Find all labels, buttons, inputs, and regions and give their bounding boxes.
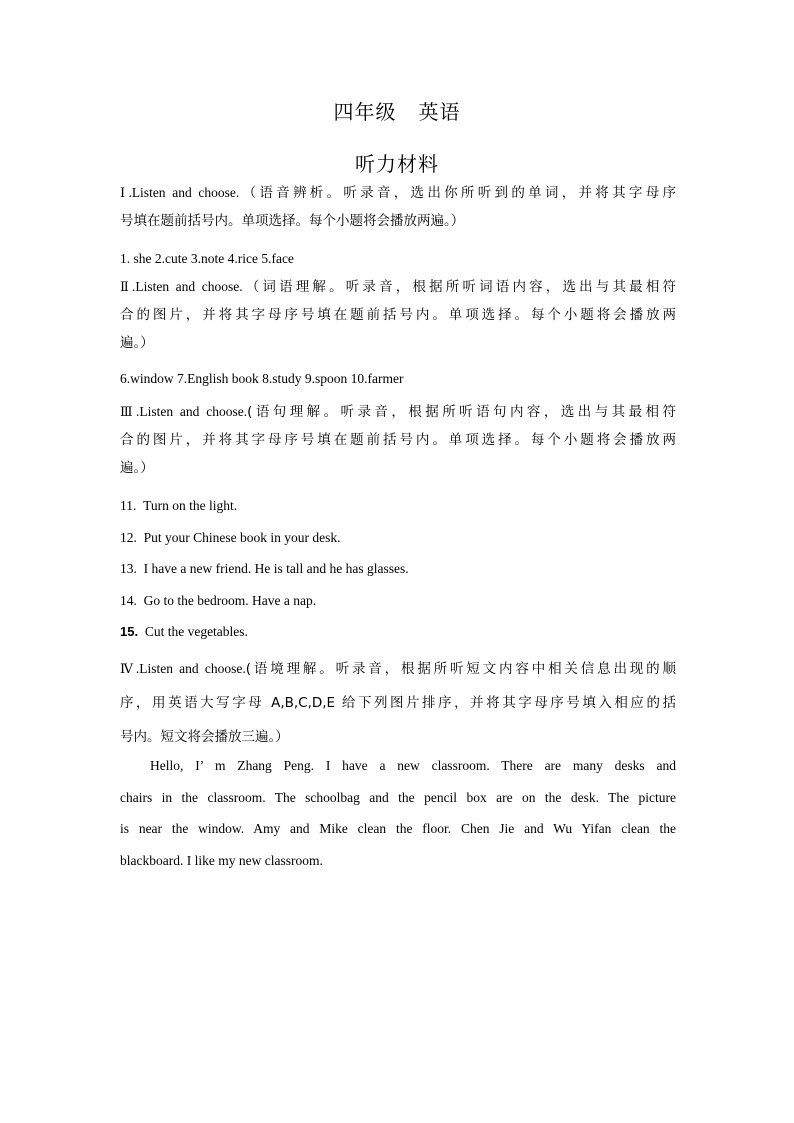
- section-4: [120, 652, 676, 754]
- section-4-instruction-line-2: 序，用英语大写字母 A,B,C,D,E 给下列图片排序，并将其字母序号填入相应的括: [120, 695, 676, 711]
- section-2-instruction-line-3: 遍。）: [120, 335, 154, 351]
- passage-line: is near the window. Amy and Mike clean the floor. Chen Jie and Wu Yifan clean the: [120, 821, 676, 836]
- section-3-instruction-line-2: 合的图片，并将其字母序号填在题前括号内。单项选择。每个小题将会播放两: [120, 432, 676, 448]
- sentence-number: 14.: [120, 592, 137, 608]
- section-4-instruction-line-1: (语境理解。听录音，根据所听短文内容中相关信息出现的顺: [245, 661, 676, 677]
- section-1-numeral: Ⅰ: [120, 186, 129, 201]
- section-2: [120, 273, 676, 393]
- section-3-heading: [120, 398, 676, 426]
- subject-label: 英语: [418, 100, 461, 124]
- section-2-instruction-line-1: （词语理解。听录音，根据所听词语内容，选出与其最相符: [242, 279, 676, 295]
- section-1-items: 1. she 2.cute 3.note 4.rice 5.face: [120, 251, 294, 266]
- sentence-text: Put your Chinese book in your desk.: [143, 529, 341, 545]
- section-3-sentences: [120, 490, 409, 648]
- section-2-items: 6.window 7.English book 8.study 9.spoon 10.farmer: [120, 371, 404, 386]
- page-title: [0, 96, 794, 125]
- section-1-instruction-line-1: （语音辨析。听录音，选出你所听到的单词，并将其字母序: [239, 185, 676, 201]
- sentence-item: [120, 616, 409, 648]
- section-2-instruction-line-2: 合的图片，并将其字母序号填在题前括号内。单项选择。每个小题将会播放两: [120, 307, 676, 323]
- section-3: [120, 398, 676, 482]
- sentence-number: 15.: [120, 624, 139, 639]
- section-4-prompt: .Listen and choose.: [135, 661, 246, 676]
- section-3-numeral: Ⅲ: [120, 405, 136, 420]
- section-3-instruction-line-3: 遍。）: [120, 460, 154, 476]
- passage-line: blackboard. I like my new classroom.: [120, 852, 323, 868]
- passage-line: Hello, I’ m Zhang Peng. I have a new classroom. There are many desks and: [150, 758, 676, 773]
- section-4-heading: [120, 652, 676, 686]
- section-1-instruction-line-2: 号填在题前括号内。单项选择。每个小题将会播放两遍。）: [120, 213, 465, 229]
- section-3-prompt: .Listen and choose.: [135, 404, 248, 419]
- sentence-text: Go to the bedroom. Have a nap.: [143, 592, 317, 608]
- sentence-item: [120, 522, 409, 554]
- section-1-prompt: .Listen and choose.: [128, 185, 240, 200]
- page-subtitle: 听力材料: [355, 152, 439, 176]
- section-2-numeral: Ⅱ: [120, 280, 133, 295]
- section-2-heading: [120, 273, 676, 301]
- grade-label: 四年级: [333, 100, 397, 124]
- section-1: [120, 179, 676, 273]
- section-3-instruction-line-1: (语句理解。听录音，根据所听语句内容，选出与其最相符: [247, 404, 676, 420]
- passage-line: chairs in the classroom. The schoolbag and the pencil box are on the desk. The picture: [120, 789, 676, 805]
- sentence-text: I have a new friend. He is tall and he has glasses.: [143, 561, 409, 576]
- section-1-heading: [120, 179, 676, 207]
- sentence-item: [120, 553, 409, 585]
- sentence-text: Turn on the light.: [143, 498, 238, 513]
- sentence-item: [120, 490, 409, 522]
- sentence-text: Cut the vegetables.: [144, 624, 248, 639]
- sentence-number: 13.: [120, 561, 137, 576]
- sentence-number: 12.: [120, 529, 137, 545]
- sentence-number: 11.: [120, 498, 137, 513]
- section-4-numeral: Ⅳ: [120, 662, 136, 677]
- sentence-item: [120, 585, 409, 617]
- section-2-prompt: .Listen and choose.: [132, 279, 243, 294]
- listening-passage: [120, 750, 676, 876]
- section-4-instruction-line-3: 号内。短文将会播放三遍。）: [120, 729, 289, 745]
